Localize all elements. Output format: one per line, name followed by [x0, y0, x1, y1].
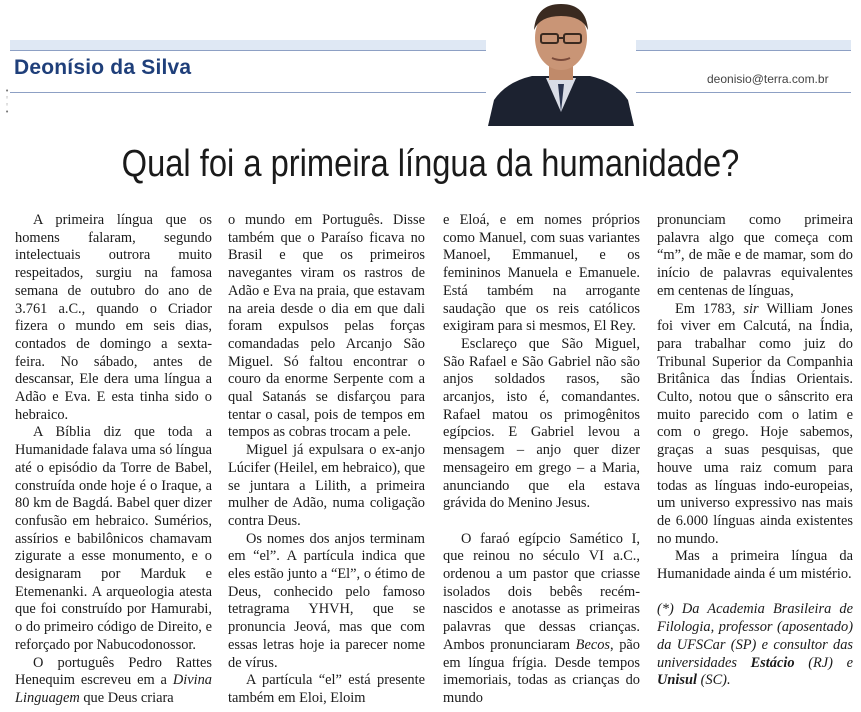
- text-run: William Jones foi viver em Calcutá, na Índia, para trabalhar como juiz do Tribunal Superior da Companhia Britânica das Índias Orientais. Culto, notou que o sânscrito era muito parecido com o latim e com o grego. Hoje sabemos, graças a suas pesquisas, que houve uma raiz comum para todas as línguas indo-europeias, um universo expressivo nas mais de 6.000 línguas ainda existentes no mundo.: [657, 300, 854, 547]
- emphasized-word: Becos: [575, 636, 611, 653]
- paragraph: [443, 531, 640, 708]
- book-title: Divina Linguagem: [15, 672, 212, 706]
- paragraph: Esclareço que São Miguel, São Rafael e São Gabriel não são anjos soldados rasos, são arcanjos, isto é, comandantes. Rafael matou os primogênitos egípcios. E Gabriel levou a mensagem – anjo quer dizer mensageiro em grego – a Maria, anunciando que ela estava grávida do Menino Jesus.: [443, 335, 640, 512]
- article-column-3: [443, 212, 640, 708]
- article-column-1: [15, 212, 212, 708]
- text-run: , pão em língua frígia. Desde tempos imemoriais, todas as crianças do mundo: [443, 636, 640, 706]
- text-run: O faraó egípcio Samético I, que reinou no século VI a.C., ordenou a um pastor que criasse isolados dois bebês recém-nascidos e anotasse as primeiras palavras que dessas crianças. Ambos pronunciaram: [443, 530, 640, 653]
- paragraph: Miguel já expulsara o ex-anjo Lúcifer (Heilel, em hebraico), que se juntara a Lilith, a primeira mulher de Adão, numa coligação contra Deus.: [228, 442, 425, 529]
- author-note: [657, 601, 853, 690]
- paragraph: A Bíblia diz que toda a Humanidade falava uma só língua até o episódio da Torre de Babel, construída onde hoje é o Iraque, a 80 km de Bagdá. Babel quer dizer confusão em hebraico. Sumérios, assírios e babilônicos chamavam zigurate a esse monumento, e o designaram por Marduk e Etemenanki. A arqueologia atesta que foi construído por Hamurabi, o do primeiro código de Direito, e reforçado por Nabucodonossor.: [15, 424, 212, 653]
- author-name: Deonísio da Silva: [14, 56, 192, 79]
- text-run: O português Pedro Rattes Henequim escreveu em a: [15, 654, 212, 689]
- article-column-4: [657, 212, 853, 690]
- headline: Qual foi a primeira língua da humanidade?: [121, 143, 740, 185]
- university-name: Unisul: [657, 672, 697, 689]
- header-rule-bottom: [10, 92, 851, 93]
- paragraph: [15, 655, 212, 708]
- text-run: que Deus criara: [79, 689, 174, 706]
- author-email: deonisio@terra.com.br: [707, 72, 829, 86]
- author-photo: [486, 0, 636, 126]
- text-run: Em 1783,: [675, 300, 744, 317]
- paragraph: [657, 301, 853, 549]
- paragraph: o mundo em Português. Disse também que o Paraíso ficava no Brasil e que os primeiros navegantes viram os rastros de Adão e Eva na praia, que estavam na areia desde o dia em que dali foram expulsos pelas forças comandadas pelo Arcanjo São Miguel. Só faltou encontrar o couro da enorme Serpente com a qual Satanás se disfarçou para tentar o casal, pois de tempos em tempos as cobras trocam a pele.: [228, 212, 425, 441]
- university-name: Estácio: [750, 654, 795, 671]
- paragraph: A primeira língua que os homens falaram, segundo intelectuais outrora muito respeitados, surgiu na famosa semana de outubro do ano de 3.761 a.C., quando o Criador fizera o mundo em seis dias, contados de domingo a sexta-feira. No sábado, antes de descansar, Ele dera uma língua a Adão e Eva. E esta tinha sido o hebraico.: [15, 212, 212, 423]
- emphasized-word: sir: [743, 300, 759, 317]
- text-run: (RJ) e: [794, 654, 853, 671]
- text-run: (SC).: [697, 672, 731, 689]
- article-column-2: [228, 212, 425, 708]
- text-run: (*) Da Academia Brasileira de Filologia, professor (aposentado) da UFSCar (SP) e consultor das universidades: [657, 601, 853, 671]
- paragraph: e Eloá, e em nomes próprios como Manuel, com suas variantes Manoel, Emmanuel, e os femininos Manuela e Emanuele. Está também na arrogante saudação que os reis católicos exigiram para si mesmos, El Rey.: [443, 212, 640, 335]
- paragraph: Os nomes dos anjos terminam em “el”. A partícula indica que eles estão junto a “El”, o étimo de Deus, conhecido pelo famoso tetragrama YHVH, que se pronuncia Jeová, mas que com essas letras hoje ia parecer nome de vírus.: [228, 530, 425, 671]
- header-rule-top: [10, 50, 851, 51]
- paragraph: Mas a primeira língua da Humanidade ainda é um mistério.: [657, 548, 853, 583]
- paragraph: A partícula “el” está presente também em Eloi, Eloim: [228, 672, 425, 706]
- header-band: [10, 40, 851, 50]
- paragraph: pronunciam como primeira palavra algo que começa com “m”, de mãe e de mamar, som do início de palavras equivalentes em centenas de línguas,: [657, 212, 853, 299]
- margin-dots: • ◦ ◦ •: [5, 87, 10, 116]
